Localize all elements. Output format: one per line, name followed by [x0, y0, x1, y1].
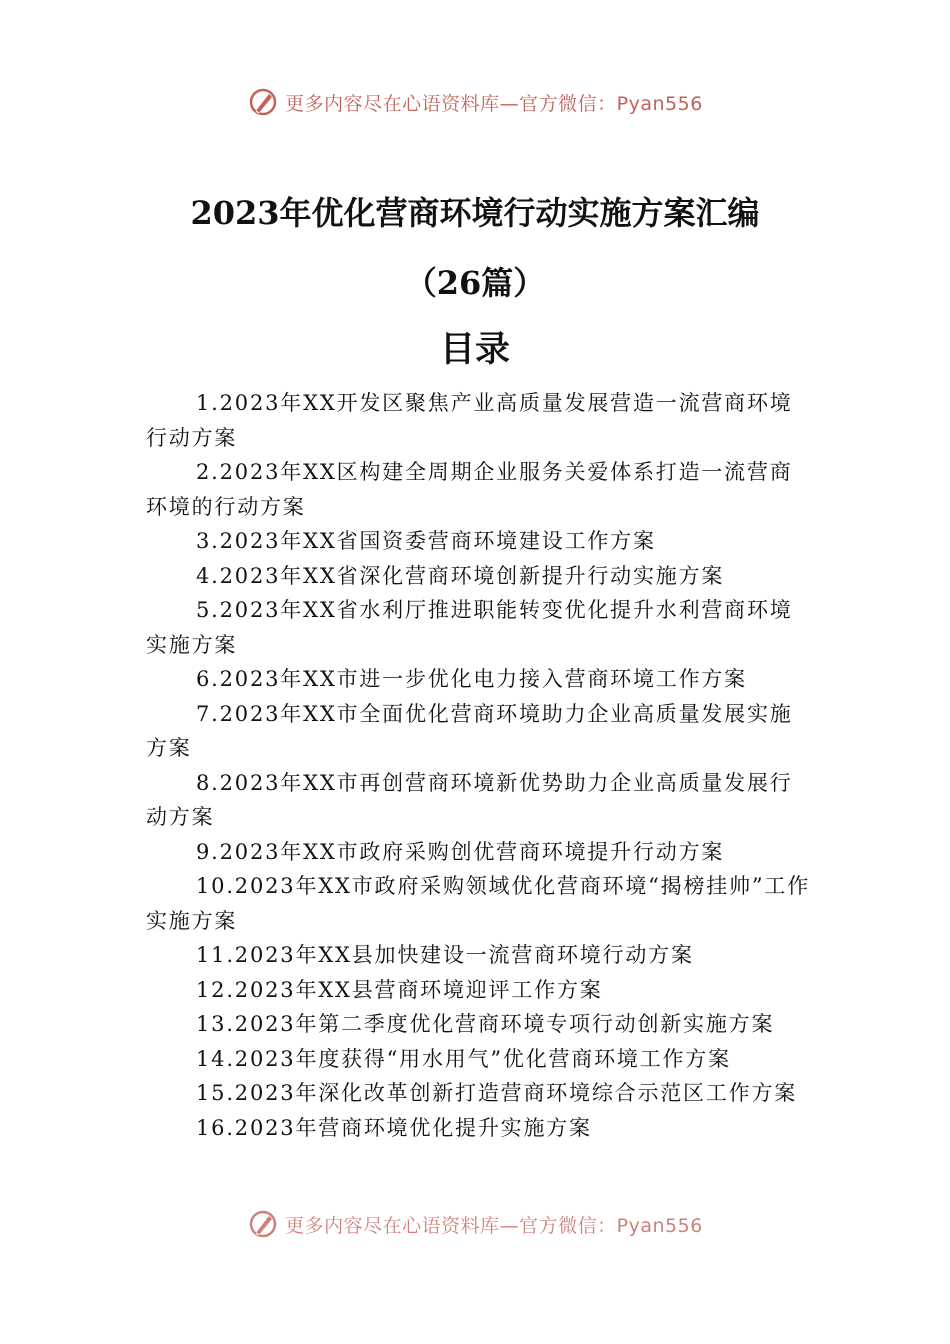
- toc-item[interactable]: 8.2023年XX市再创营商环境新优势助力企业高质量发展行动方案: [146, 770, 793, 829]
- document-count: （26篇）: [404, 264, 546, 302]
- watermark-banner-bottom: [0, 1204, 950, 1244]
- toc-item[interactable]: 12.2023年XX县营商环境迎评工作方案: [196, 977, 603, 1002]
- toc-item[interactable]: 5.2023年XX省水利厅推进职能转变优化提升水利营商环境实施方案: [146, 598, 793, 657]
- toc-item[interactable]: 13.2023年第二季度优化营商环境专项行动创新实施方案: [196, 1012, 775, 1036]
- toc-item[interactable]: 6.2023年XX市进一步优化电力接入营商环境工作方案: [196, 667, 747, 691]
- watermark-text: 更多内容尽在心语资料库—官方微信：Pyan556: [285, 92, 703, 115]
- watermark-text: 更多内容尽在心语资料库—官方微信：Pyan556: [285, 1214, 703, 1237]
- toc-item[interactable]: 14.2023年度获得“用水用气”优化营商环境工作方案: [196, 1046, 731, 1071]
- toc-item[interactable]: 3.2023年XX省国资委营商环境建设工作方案: [196, 529, 656, 553]
- pen-logo-icon: [247, 1208, 279, 1240]
- toc-item[interactable]: 7.2023年XX市全面优化营商环境助力企业高质量发展实施方案: [146, 701, 793, 760]
- toc-item[interactable]: 4.2023年XX省深化营商环境创新提升行动实施方案: [196, 563, 725, 588]
- toc-item[interactable]: 10.2023年XX市政府采购领域优化营商环境“揭榜挂帅”工作实施方案: [146, 874, 811, 933]
- pen-logo-icon: [247, 86, 279, 118]
- document-title: 2023年优化营商环境行动实施方案汇编: [190, 194, 760, 232]
- toc-item[interactable]: 11.2023年XX县加快建设一流营商环境行动方案: [196, 943, 694, 967]
- table-of-contents: [146, 386, 810, 1145]
- toc-heading: 目录: [439, 329, 510, 370]
- toc-item[interactable]: 2.2023年XX区构建全周期企业服务关爱体系打造一流营商环境的行动方案: [146, 460, 793, 519]
- watermark-banner-top: [0, 82, 950, 122]
- toc-item[interactable]: 16.2023年营商环境优化提升实施方案: [196, 1115, 592, 1140]
- toc-item[interactable]: 1.2023年XX开发区聚焦产业高质量发展营造一流营商环境行动方案: [146, 391, 793, 450]
- toc-item[interactable]: 15.2023年深化改革创新打造营商环境综合示范区工作方案: [196, 1081, 798, 1105]
- toc-item[interactable]: 9.2023年XX市政府采购创优营商环境提升行动方案: [196, 839, 725, 864]
